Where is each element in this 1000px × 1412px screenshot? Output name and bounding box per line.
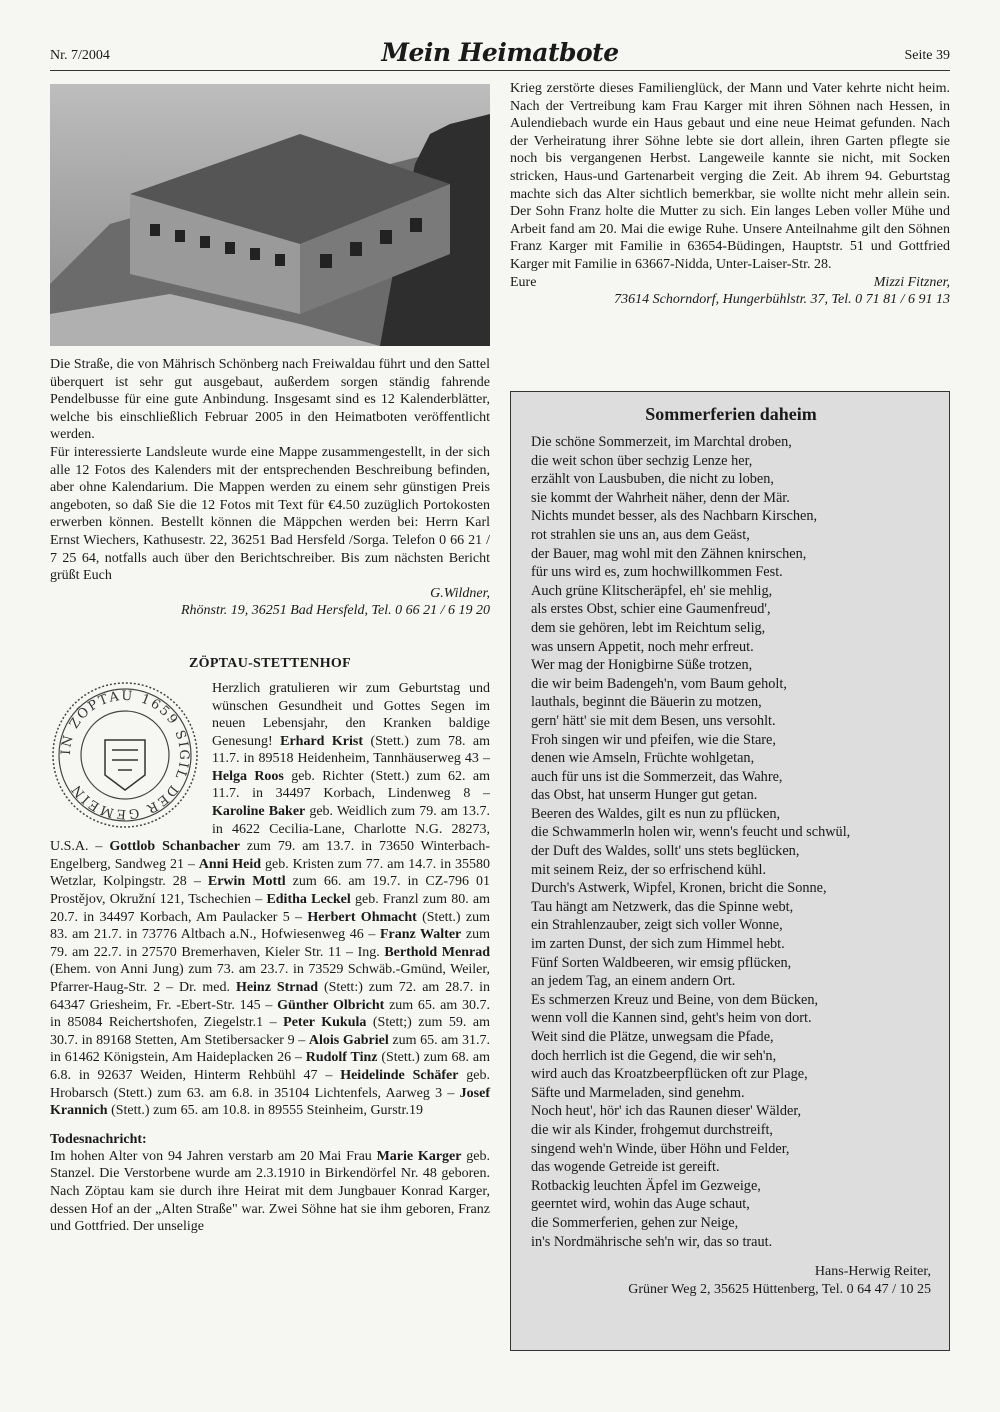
bday-name: Alois Gabriel — [308, 1032, 389, 1048]
poem-line: mit seinem Reiz, der so erfrischend kühl. — [531, 861, 767, 878]
poem-line: geerntet wird, wohin das Auge schaut, — [531, 1196, 750, 1213]
bday-name: Günther Olbricht — [277, 997, 385, 1013]
poem-lines — [531, 433, 931, 1251]
section-title-zoeptau: ZÖPTAU-STETTENHOF — [189, 655, 351, 671]
poem-line: Weit sind die Plätze, unwegsam die Pfade, — [531, 1029, 774, 1045]
bday-name: Peter Kukula — [283, 1015, 367, 1031]
poem-line: das Obst, hat unserm Hunger gut getan. — [531, 787, 758, 804]
poem-line: erzählt von Lausbuben, die nicht zu loben, — [531, 471, 774, 488]
page-number: Seite 39 — [904, 48, 950, 63]
poem-line: die weit schon über sechzig Lenze her, — [531, 452, 753, 469]
bday-detail: (Stett;) zum 59. am 30.7. in 89168 Stetten, Am Stetibersacker 9 – — [50, 1015, 490, 1048]
bday-detail: zum 65. am 31.7. in 61462 Königstein, Am Haideplacken 26 – — [50, 1032, 490, 1066]
poem-line: das wogende Getreide ist gereift. — [531, 1159, 720, 1176]
left-column — [50, 84, 490, 1236]
poem-box — [510, 391, 950, 1351]
bday-detail: (Stett.) zum 83. am 21.7. in 73776 Altbach a.N., Hofwiesenweg 46 – — [50, 909, 490, 943]
bday-name: Berthold Menrad — [384, 944, 490, 960]
poem-line: in's Nordmährische seh'n wir, das so traut. — [531, 1233, 773, 1250]
bday-name: Gottlob Schanbacher — [109, 839, 240, 855]
poem-line: Wer mag der Honigbirne Süße trotzen, — [531, 657, 753, 674]
death-notice-intro: Im hohen Alter von 94 Jahren verstarb am 20 Mai Frau — [50, 1148, 377, 1164]
signature-name: G.Wildner, — [430, 585, 490, 601]
signoff-eure: Eure — [510, 274, 537, 290]
intro-paragraph-2: Für interessierte Landsleute wurde eine Mappe zusammengestellt, in der sich alle 12 Fotos des Kalenders mit der entsprechenden Beschreibung befinden, aber ohne Kalendarium. Die Mappen werden zu einem sehr günstigen Preis angeboten, so daß Sie die 12 Fotos mit Text für €4.50 zuzüglich Portokosten erwerben können. Bestellt können die Mäppchen werden bei: Herrn Karl Ernst Wiechers, Kathusestr. 22, 36251 Bad Hersfeld /Sorga. Telefon 0 66 21 / 7 25 64, notfalls auch über den Berichtschreiber. Bis zum nächsten Bericht grüßt Euch — [50, 444, 490, 584]
poem-line: ein Strahlenzauber, zeigt sich voller Wonne, — [531, 917, 783, 934]
poem-author: Hans-Herwig Reiter, — [814, 1264, 931, 1280]
poem-line: die Schwammerln holen wir, wenn's feucht und schwül, — [531, 824, 851, 841]
poem-line: für uns wird es, zum hochwillkommen Fest. — [531, 564, 783, 581]
poem-line: Durch's Astwerk, Wipfel, Kronen, bricht die Sonne, — [531, 880, 827, 897]
poem-line: Auch grüne Klitscheräpfel, eh' sie mehlig, — [531, 582, 773, 599]
bday-detail: (Stett.) zum 65. am 10.8. in 89555 Steinheim, Gurstr.19 — [107, 1103, 423, 1119]
poem-line: auch für uns ist die Sommerzeit, das Wahre, — [531, 768, 783, 785]
bday-detail: geb. Franzl zum 80. am 20.7. in 34497 Korbach, Am Paulacker 5 – — [50, 892, 491, 925]
death-notice-body: geb. Stanzel. Die Verstorbene wurde am 2.3.1910 in Birkendörfel Nr. 48 geboren. Nach Zöptau kam sie durch ihre Heirat mit dem Jungbauer Konrad Karger, dessen Hof an der „Alten Straße" war. Zwei Söhne hat sie ihm geboren, Franz und Gottfried. Der unselige — [50, 1148, 490, 1235]
bday-name: Rudolf Tinz — [305, 1050, 378, 1066]
bday-name: Erhard Krist — [280, 733, 363, 749]
poem-line: gern' hätt' sie mit dem Besen, uns versohlt. — [531, 712, 776, 729]
bday-name: Heinz Strnad — [235, 980, 319, 995]
bday-name: Heidelinde Schäfer — [340, 1067, 459, 1083]
poem-line: Rotbackig leuchten Äpfel im Gezweige, — [531, 1177, 761, 1194]
poem-line: Nichts mundet besser, als des Nachbarn Kirschen, — [531, 508, 818, 525]
poem-title: Sommerferien daheim — [645, 404, 817, 424]
bday-name: Franz Walter — [379, 927, 462, 943]
bday-name: Erwin Mottl — [207, 874, 286, 890]
bday-name: Helga Roos — [212, 768, 284, 784]
page-header — [50, 40, 950, 71]
poem-author-address: Grüner Weg 2, 35625 Hüttenberg, Tel. 0 64 47 / 10 25 — [628, 1282, 931, 1298]
poem-line: singend weh'n Winde, über Höhn und Felder, — [531, 1140, 790, 1157]
poem-line: wenn voll die Kannen sind, geht's heim von dort. — [531, 1010, 812, 1027]
bday-name: Editha Leckel — [266, 892, 351, 908]
issue-number: Nr. 7/2004 — [50, 48, 110, 63]
right-column — [510, 80, 950, 309]
poem-line: rot strahlen sie uns an, aus dem Geäst, — [531, 526, 750, 543]
poem-line: Beeren des Waldes, gilt es nun zu pflücken, — [531, 805, 781, 822]
poem-line: Die schöne Sommerzeit, im Marchtal droben, — [531, 434, 792, 450]
poem-line: die Sommerferien, gehen zur Neige, — [531, 1214, 739, 1231]
bday-detail: zum 79. am 22.7. in 27570 Bremerhaven, Kieler Str. 11 – Ing. — [50, 927, 490, 960]
bday-detail: (Stett.) zum 78. am 11.7. in 89518 Heidenheim, Tannhäuserweg 43 – — [212, 733, 490, 767]
signoff-name: Mizzi Fitzner, — [873, 274, 950, 290]
bday-detail: zum 66. am 19.7. in CZ-796 01 Prostějov, Okružní 121, Tschechien – — [50, 874, 491, 908]
bday-detail: zum 79. am 13.7. in 73650 Winterbach-Engelberg, Sandweg 21 – — [50, 839, 490, 872]
signoff-address: 73614 Schorndorf, Hungerbühlstr. 37, Tel. 0 71 81 / 6 91 13 — [614, 292, 950, 308]
bday-detail: (Ehem. von Anni Jung) zum 73. am 23.7. in 73529 Schwäb.-Gmünd, Weiler, Pfarrer-Haug-Str. 2 – Dr. med. — [50, 962, 490, 995]
intro-paragraph-1: Die Straße, die von Mährisch Schönberg nach Freiwaldau führt und den Sattel überquert ist sehr gut ausgebaut, außerdem sorgen ständig fahrende Pendelbusse für eine gute Anbindung. Insgesamt sind es 12 Kalenderblätter, welche bis einschließlich Februar 2005 in den Heimatboten veröffentlicht werden. — [50, 357, 490, 443]
seal-text: IN ZÖPTAU 1659 SIGIL DER GEMEIN — [58, 688, 192, 822]
bday-detail: (Stett.) zum 68. am 6.8. in 92637 Weiden, Hinterm Rehbühl 47 – — [50, 1050, 490, 1083]
poem-line: an jedem Tag, an einem andern Ort. — [531, 973, 736, 990]
poem-line: Tau hängt am Netzwerk, das die Spinne webt, — [531, 898, 794, 915]
bday-detail: geb. Hrobarsch (Stett.) zum 63. am 6.8. in 35104 Lichtenfels, Aarweg 3 – — [50, 1067, 491, 1101]
poem-line: Fünf Sorten Waldbeeren, wir emsig pflücken, — [531, 954, 792, 971]
poem-line: doch herrlich ist die Gegend, die wir seh'n, — [531, 1047, 777, 1064]
poem-line: im zarten Dunst, der sich zum Himmel hebt. — [531, 936, 785, 953]
poem-line: Froh singen wir und pfeifen, wie die Stare, — [531, 731, 776, 748]
deceased-name: Marie Karger — [376, 1148, 462, 1164]
poem-line: wird auch das Kroatzbeerpflücken oft zur Plage, — [531, 1066, 808, 1083]
poem-line: die wir als Kinder, frohgemut durchstreift, — [531, 1121, 774, 1138]
bday-detail: geb. Weidlich zum 79. am 13.7. in 4622 Cecilia-Lane, Charlotte N.G. 28273, U.S.A. – — [50, 804, 490, 855]
poem-line: die wir beim Badengeh'n, vom Baum geholt, — [531, 675, 787, 692]
poem-line: Säfte und Marmeladen, sind genehm. — [531, 1084, 745, 1101]
poem-line: der Bauer, mag wohl mit den Zähnen knirschen, — [531, 545, 807, 562]
poem-line: Noch heut', hör' ich das Raunen dieser' Wälder, — [531, 1103, 802, 1120]
bday-detail: zum 65. am 30.7. in 85084 Reichertshofen, Ziegelstr.1 – — [50, 997, 491, 1031]
bday-detail: geb. Kristen zum 77. am 14.7. in 35580 Wetzlar, Kolpingstr. 28 – — [50, 856, 490, 890]
mountain-lodge-photo — [50, 84, 490, 346]
bday-name: Josef Krannich — [50, 1085, 490, 1119]
poem-line: Es schmerzen Kreuz und Beine, von dem Bücken, — [531, 991, 819, 1008]
poem-line: dem sie gehören, lebt im Reichtum selig, — [531, 619, 766, 636]
birthday-intro: Herzlich gratulieren wir zum Geburtstag und wünschen Gesundheit und Gottes Segen im neuen Lebensjahr, den Kranken baldige Genesung! — [212, 680, 490, 749]
bday-detail: (Stett:) zum 72. am 28.7. in 64347 Griesheim, Fr. -Ebert-Str. 145 – — [50, 980, 490, 1013]
death-notice-heading: Todesnachricht: — [50, 1131, 147, 1147]
poem-line: als erstes Obst, schier eine Gaumenfreud', — [531, 601, 771, 618]
poem-line: der Duft des Waldes, sollt' uns stets beglücken, — [531, 843, 800, 860]
obituary-signoff — [510, 274, 950, 292]
municipal-seal-icon — [50, 680, 206, 830]
poem-line: was unsern Appetit, noch mehr erfreut. — [531, 638, 754, 655]
bday-detail: geb. Richter (Stett.) zum 62. am 11.7. in 34497 Korbach, Lindenweg 8 – — [212, 768, 490, 802]
bday-name: Karoline Baker — [212, 804, 306, 820]
poem-line: lauthals, beginnt die Bäuerin zu motzen, — [531, 694, 762, 711]
bday-name: Herbert Ohmacht — [307, 909, 417, 925]
masthead-title: Mein Heimatbote — [381, 38, 619, 67]
signature-address: Rhönstr. 19, 36251 Bad Hersfeld, Tel. 0 66 21 / 6 19 20 — [180, 603, 490, 619]
bday-name: Anni Heid — [198, 856, 262, 872]
poem-line: sie kommt der Wahrheit näher, denn der Mär. — [531, 489, 790, 506]
obituary-continuation: Krieg zerstörte dieses Familienglück, der Mann und Vater kehrte nicht heim. Nach der Vertreibung kam Frau Karger mit ihren Söhnen nach Hessen, in Aulendiebach wurde ein Haus gebaut und eine neue Heimat gefunden. Nach der Verheiratung ihrer Söhne lebte sie dort allein, ihren Garten pflegte sie noch bis vergangenen Herbst. Langeweile kannte sie nicht, mit Socken stricken, Haus-und Gartenarbeit verging die Zeit. Ab ihrem 94. Geburtstag machte sich das Alter sichtlich bemerkbar, sie wollte nicht mehr allein sein. Der Sohn Franz holte die Mutter zu sich. Ein langes Leben voller Mühe und Arbeit fand am 20. Mai die ewige Ruhe. Unsere Anteilnahme gilt den Söhnen Franz Karger mit Familie in 63654-Büdingen, Hauptstr. 51 und Gottfried Karger mit Familie in 63667-Nidda, Unter-Laiser-Str. 28. — [510, 81, 950, 272]
death-notice-text — [50, 1148, 490, 1236]
poem-line: denen wie Amseln, Früchte wohlgetan, — [531, 750, 755, 767]
